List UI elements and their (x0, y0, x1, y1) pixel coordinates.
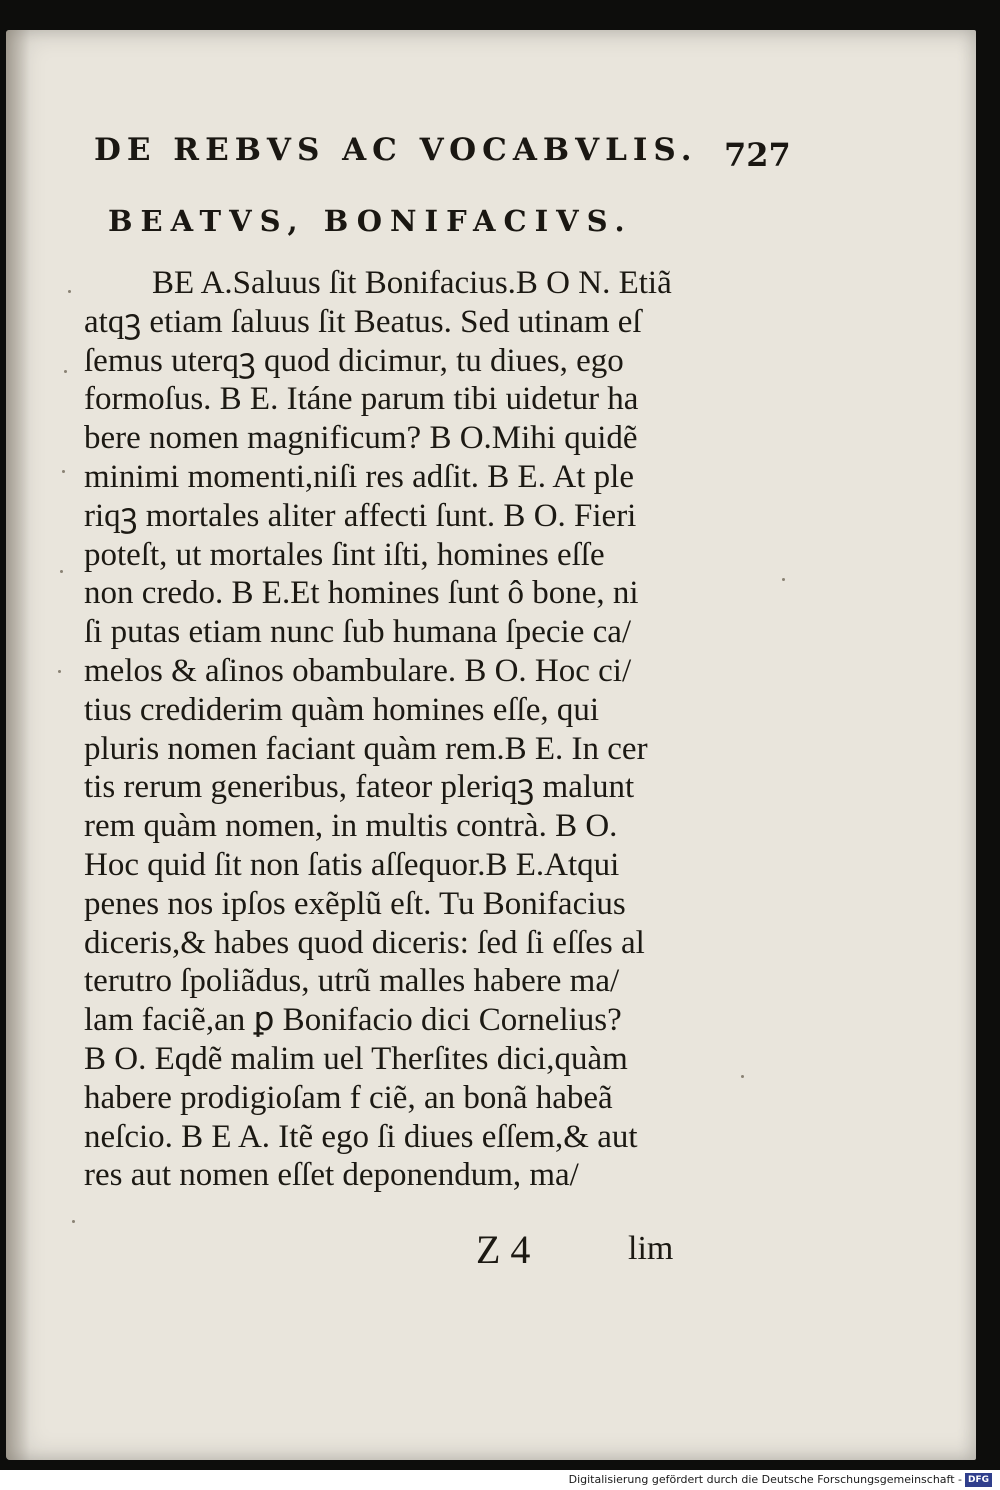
text-line: formoſus. B E. Itáne parum tibi uidetur ha (84, 381, 639, 418)
text-line: tius crediderim quàm homines eſſe, qui (84, 691, 600, 728)
paper-speck (60, 570, 63, 573)
paper-speck (741, 1075, 744, 1078)
text-line: melos & aſinos obambulare. B O. Hoc ci/ (84, 652, 632, 689)
text-line: ſemus uterqꝫ quod dicimur, tu diues, ego (84, 342, 624, 379)
text-line: habere prodigioſam f ciẽ, an bonã habeã (84, 1079, 613, 1116)
text-line: rem quàm nomen, in multis contrà. B O. (84, 808, 618, 845)
text-line: B O. Eqdẽ malim uel Therſites dici,quàm (84, 1040, 628, 1077)
paper-speck (64, 370, 67, 373)
text-line: atqꝫ etiam ſaluus ſit Beatus. Sed utinam eſ (84, 303, 642, 340)
text-line: res aut nomen eſſet deponendum, ma/ (84, 1157, 579, 1194)
text-line: Hoc quid ſit non ſatis aſſequor.B E.Atqui (84, 846, 620, 883)
text-line: lam faciẽ,an ꝑ Bonifacio dici Cornelius? (84, 1002, 622, 1039)
signature-mark: Z 4 (476, 1227, 531, 1272)
running-title: DE REBVS AC VOCABVLIS. (94, 132, 698, 168)
credit-bar (0, 1470, 1000, 1490)
text-line: terutro ſpoliãdus, utrũ malles habere ma/ (84, 963, 620, 1000)
text-line: minimi momenti,niſi res adſit. B E. At ple (84, 458, 634, 495)
paper-speck (58, 670, 61, 673)
dfg-logo: DFG (965, 1473, 992, 1487)
paper-speck (62, 470, 65, 473)
text-line: pluris nomen faciant quàm rem.B E. In cer (84, 730, 648, 767)
text-line: riqꝫ mortales aliter affecti ſunt. B O. Fieri (84, 497, 637, 534)
section-title: BEATVS, BONIFACIVS. (108, 204, 633, 238)
text-line: ſi putas etiam nunc ſub humana ſpecie ca/ (84, 614, 632, 651)
text-line: neſcio. B E A. Itẽ ego ſi diues eſſem,& aut (84, 1118, 638, 1155)
text-line: non credo. B E.Et homines ſunt ô bone, ni (84, 575, 639, 612)
paper-speck (72, 1220, 75, 1223)
text-line: tis rerum generibus, fateor pleriqꝫ malunt (84, 769, 635, 806)
text-line: penes nos ipſos exẽplũ eſt. Tu Bonifacius (84, 885, 626, 922)
page-number: 727 (724, 136, 791, 174)
text-line: BE A.Saluus ſit Bonifacius.B O N. Etiã (152, 265, 672, 301)
text-line: bere nomen magnificum? B O.Mihi quidẽ (84, 420, 638, 457)
catchword: lim (628, 1230, 674, 1267)
page-footer (6, 1226, 806, 1276)
text-line: diceris,& habes quod diceris: ſed ſi eſſes al (84, 924, 645, 961)
text-line: poteſt, ut mortales ſint iſti, homines eſſe (84, 536, 605, 573)
paper-speck (68, 290, 71, 293)
credit-text: Digitalisierung gefördert durch die Deutsche Forschungsgemeinschaft - (568, 1473, 962, 1486)
running-head (94, 132, 794, 172)
book-page (6, 30, 976, 1460)
body-text (84, 264, 744, 1195)
paper-speck (782, 578, 785, 581)
